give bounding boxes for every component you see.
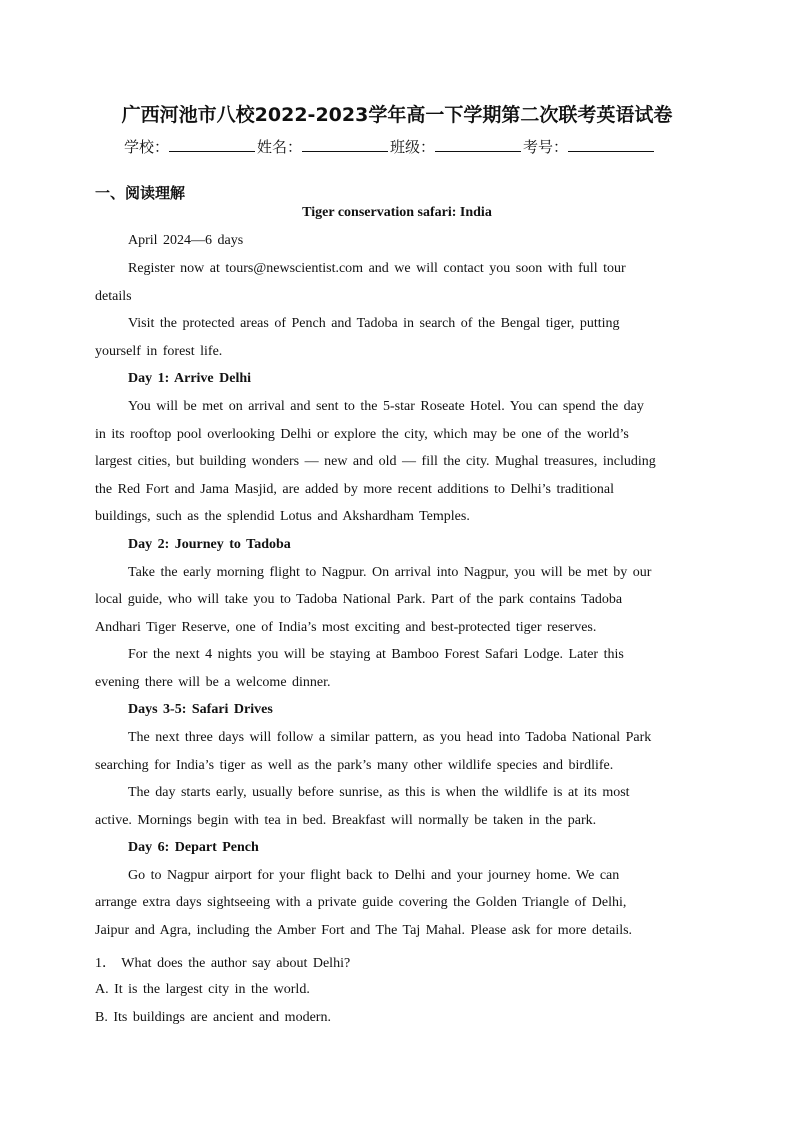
passage-title: Tiger conservation safari: India [302, 205, 492, 220]
school-blank [169, 137, 255, 152]
id-label: 考号： [523, 138, 569, 156]
passage-line: Jaipur and Agra, including the Amber Fort and The Taj Mahal. Please ask for more details. [95, 923, 633, 938]
passage-line: searching for India’s tiger as well as the park’s many other wildlife species and birdlife. [95, 758, 614, 773]
passage-line: For the next 4 nights you will be staying at Bamboo Forest Safari Lodge. Later this [128, 647, 624, 662]
passage-line: The day starts early, usually before sunrise, as this is when the wildlife is at its most [128, 785, 630, 800]
passage-line: evening there will be a welcome dinner. [95, 675, 331, 690]
passage-line: yourself in forest life. [95, 344, 223, 359]
passage-line: buildings, such as the splendid Lotus and Akshardham Temples. [95, 509, 470, 524]
passage-line: details [95, 289, 132, 304]
passage-line: Go to Nagpur airport for your flight back to Delhi and your journey home. We can [128, 868, 620, 883]
class-label: 班级： [390, 138, 436, 156]
passage-line: active. Mornings begin with tea in bed. Breakfast will normally be taken in the park. [95, 813, 597, 828]
passage-line: You will be met on arrival and sent to the 5-star Roseate Hotel. You can spend the day [128, 399, 644, 414]
passage-line: local guide, who will take you to Tadoba National Park. Part of the park contains Tadoba [95, 592, 623, 607]
passage-line: the Red Fort and Jama Masjid, are added by more recent additions to Delhi’s traditional [95, 482, 615, 497]
day-heading: Days 3-5: Safari Drives [128, 702, 273, 717]
class-blank [435, 137, 521, 152]
passage-line: Visit the protected areas of Pench and Tadoba in search of the Bengal tiger, putting [128, 316, 620, 331]
passage-line: arrange extra days sightseeing with a private guide covering the Golden Triangle of Delhi, [95, 895, 627, 910]
answer-option[interactable]: B. Its buildings are ancient and modern. [95, 1010, 331, 1025]
section-heading: 一、阅读理解 [95, 184, 186, 202]
day-heading: Day 6: Depart Pench [128, 840, 259, 855]
day-heading: Day 1: Arrive Delhi [128, 371, 252, 386]
passage-line: in its rooftop pool overlooking Delhi or explore the city, which may be one of the world’s [95, 427, 629, 442]
passage-line: Take the early morning flight to Nagpur. On arrival into Nagpur, you will be met by our [128, 565, 652, 580]
id-blank [568, 137, 654, 152]
passage-line: largest cities, but building wonders — new and old — fill the city. Mughal treasures, including [95, 454, 656, 469]
name-label: 姓名： [257, 138, 303, 156]
passage-line: Register now at tours@newscientist.com and we will contact you soon with full tour [128, 261, 626, 276]
day-heading: Day 2: Journey to Tadoba [128, 537, 291, 552]
passage-line: Andhari Tiger Reserve, one of India’s most exciting and best-protected tiger reserves. [95, 620, 597, 635]
name-blank [302, 137, 388, 152]
passage-line: The next three days will follow a similar pattern, as you head into Tadoba National Park [128, 730, 652, 745]
passage-line: April 2024—6 days [128, 233, 244, 248]
question-stem: 1． What does the author say about Delhi? [95, 956, 351, 971]
school-label: 学校： [124, 138, 170, 156]
answer-option[interactable]: A. It is the largest city in the world. [95, 982, 310, 997]
student-info-line [124, 136, 656, 157]
exam-title: 广西河池市八校2022-2023学年高一下学期第二次联考英语试卷 [121, 104, 673, 126]
